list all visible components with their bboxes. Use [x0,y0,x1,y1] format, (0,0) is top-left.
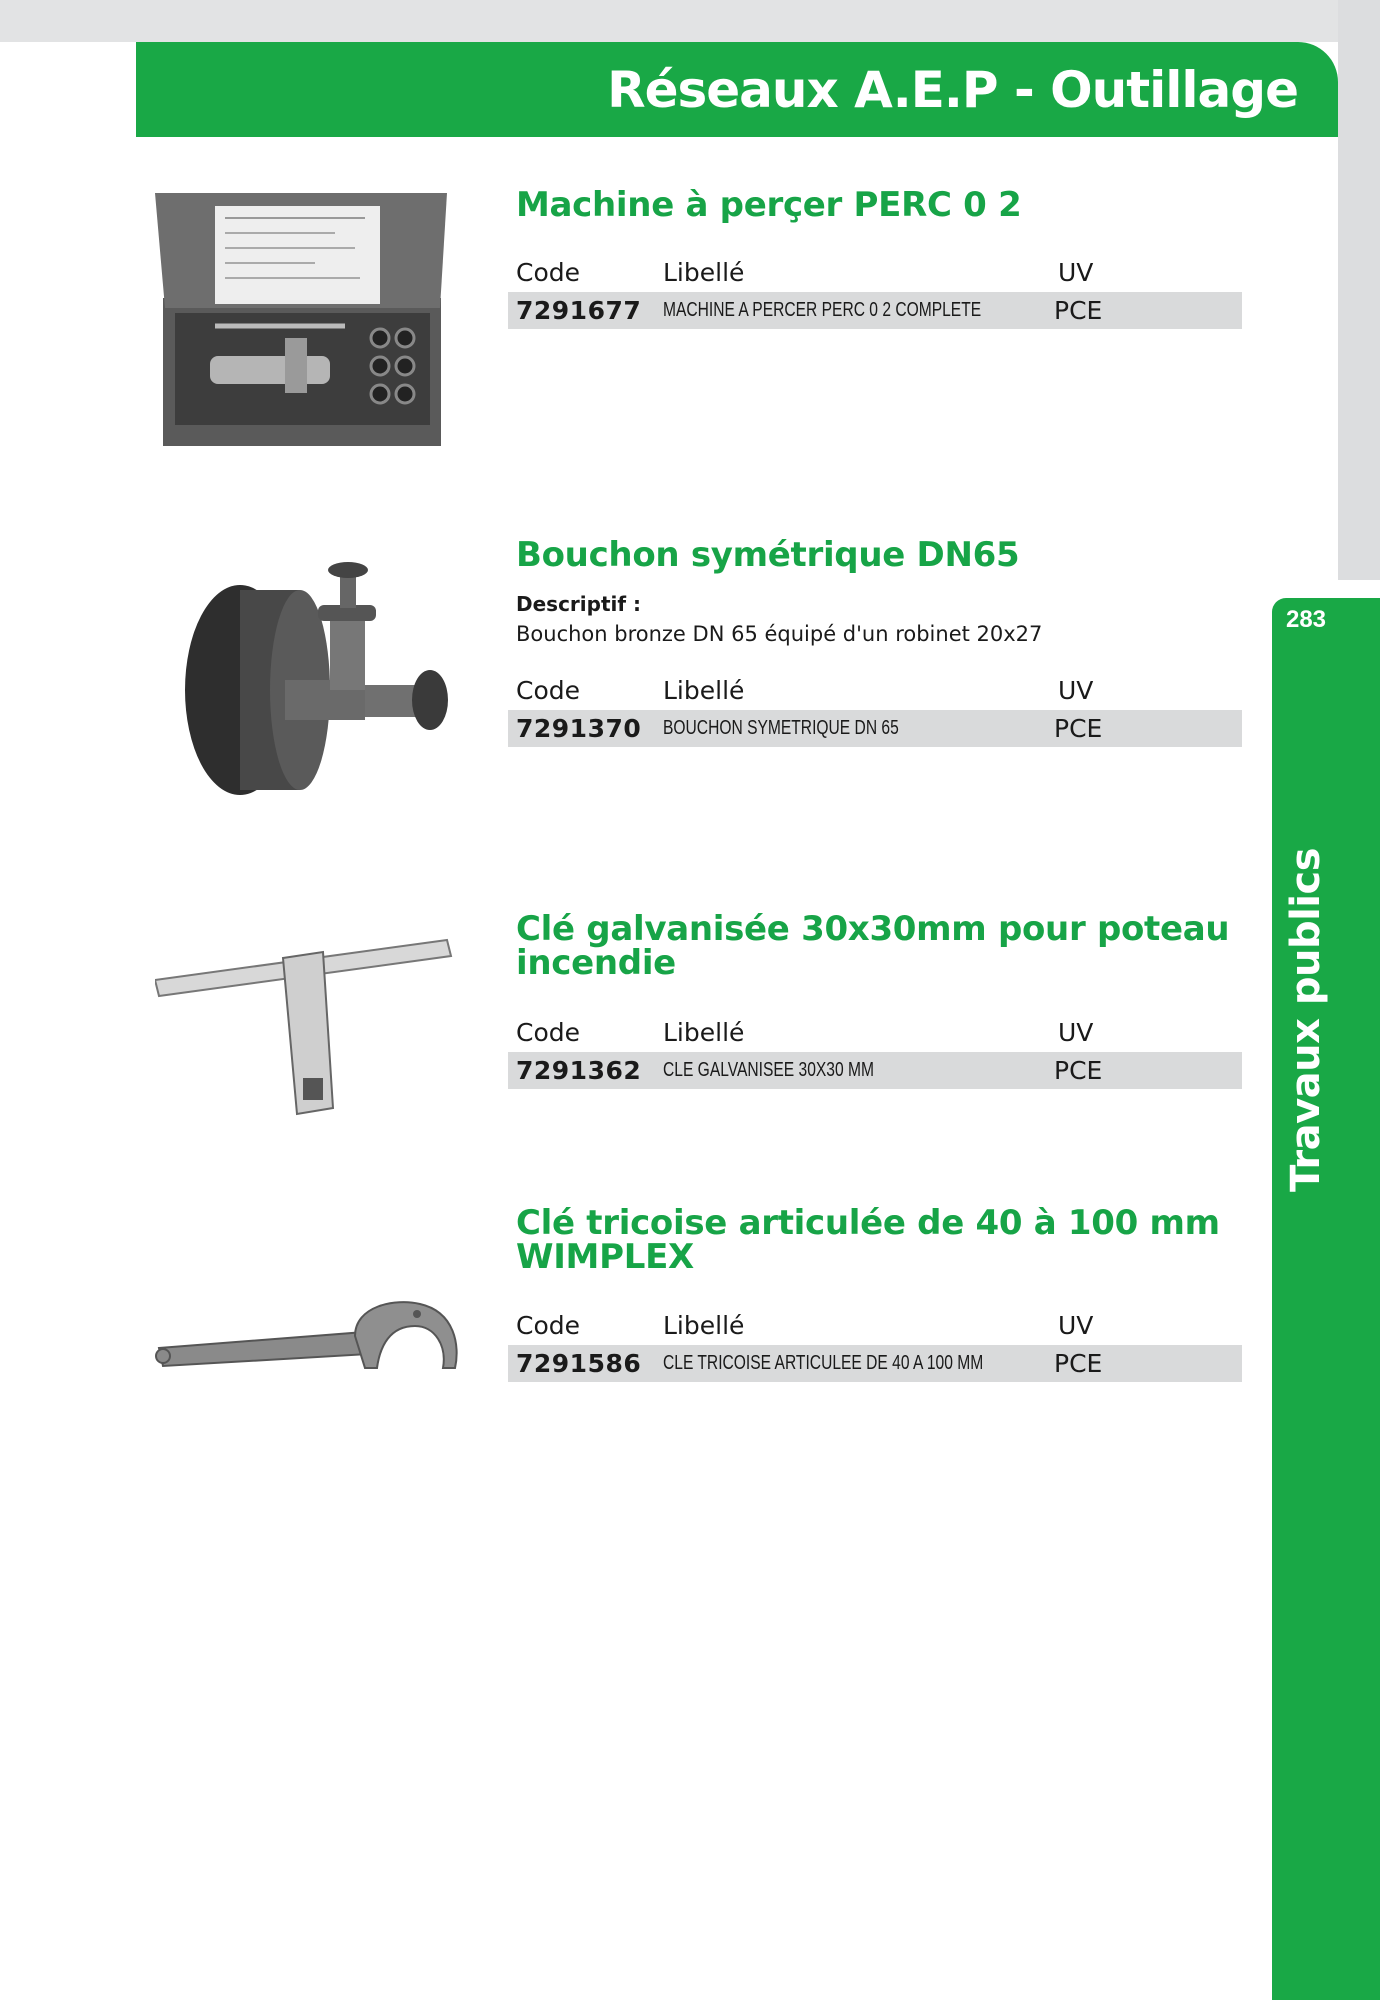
column-header-libelle: Libellé [663,1018,745,1047]
column-header-libelle: Libellé [663,676,745,705]
column-header-libelle: Libellé [663,258,745,287]
section-label: Travaux publics [1283,847,1329,1193]
column-header-code: Code [516,1018,581,1047]
top-margin-strip [0,0,1380,42]
page-number: 283 [1285,606,1327,633]
column-header-code: Code [516,258,581,287]
description-text: Bouchon bronze DN 65 équipé d'un robinet 20x27 [516,622,1043,646]
column-header-code: Code [516,676,581,705]
page-title: Réseaux A.E.P - Outillage [607,60,1298,119]
right-margin-strip [1338,0,1380,580]
product-title: Bouchon symétrique DN65 [516,535,1020,575]
product-title: Clé tricoise articulée de 40 à 100 mm WIMPLEX [516,1203,1220,1277]
product-libelle: CLE GALVANISEE 30X30 MM [663,1059,874,1081]
column-header-uv: UV [1058,1311,1094,1340]
product-libelle: BOUCHON SYMETRIQUE DN 65 [663,717,899,739]
product-libelle: CLE TRICOISE ARTICULEE DE 40 A 100 MM [663,1352,984,1374]
product-title: Clé galvanisée 30x30mm pour poteau incendie [516,909,1230,983]
column-header-code: Code [516,1311,581,1340]
t-key-wrench-image [155,928,455,1118]
product-uv: PCE [1054,296,1103,325]
column-header-uv: UV [1058,676,1094,705]
product-libelle: MACHINE A PERCER PERC 0 2 COMPLETE [663,299,982,321]
product-code: 7291370 [516,714,642,743]
column-header-uv: UV [1058,1018,1094,1047]
product-code: 7291586 [516,1349,642,1378]
drilling-machine-case-image [155,188,450,450]
page-header [136,42,1338,137]
product-uv: PCE [1054,1349,1103,1378]
column-header-libelle: Libellé [663,1311,745,1340]
hook-spanner-image [155,1296,465,1381]
product-uv: PCE [1054,1056,1103,1085]
bronze-cap-valve-image [180,560,455,800]
section-side-tab [1272,598,1380,2000]
product-code: 7291677 [516,296,642,325]
description-label: Descriptif : [516,592,642,616]
product-code: 7291362 [516,1056,642,1085]
product-title: Machine à perçer PERC 0 2 [516,185,1022,225]
product-uv: PCE [1054,714,1103,743]
column-header-uv: UV [1058,258,1094,287]
